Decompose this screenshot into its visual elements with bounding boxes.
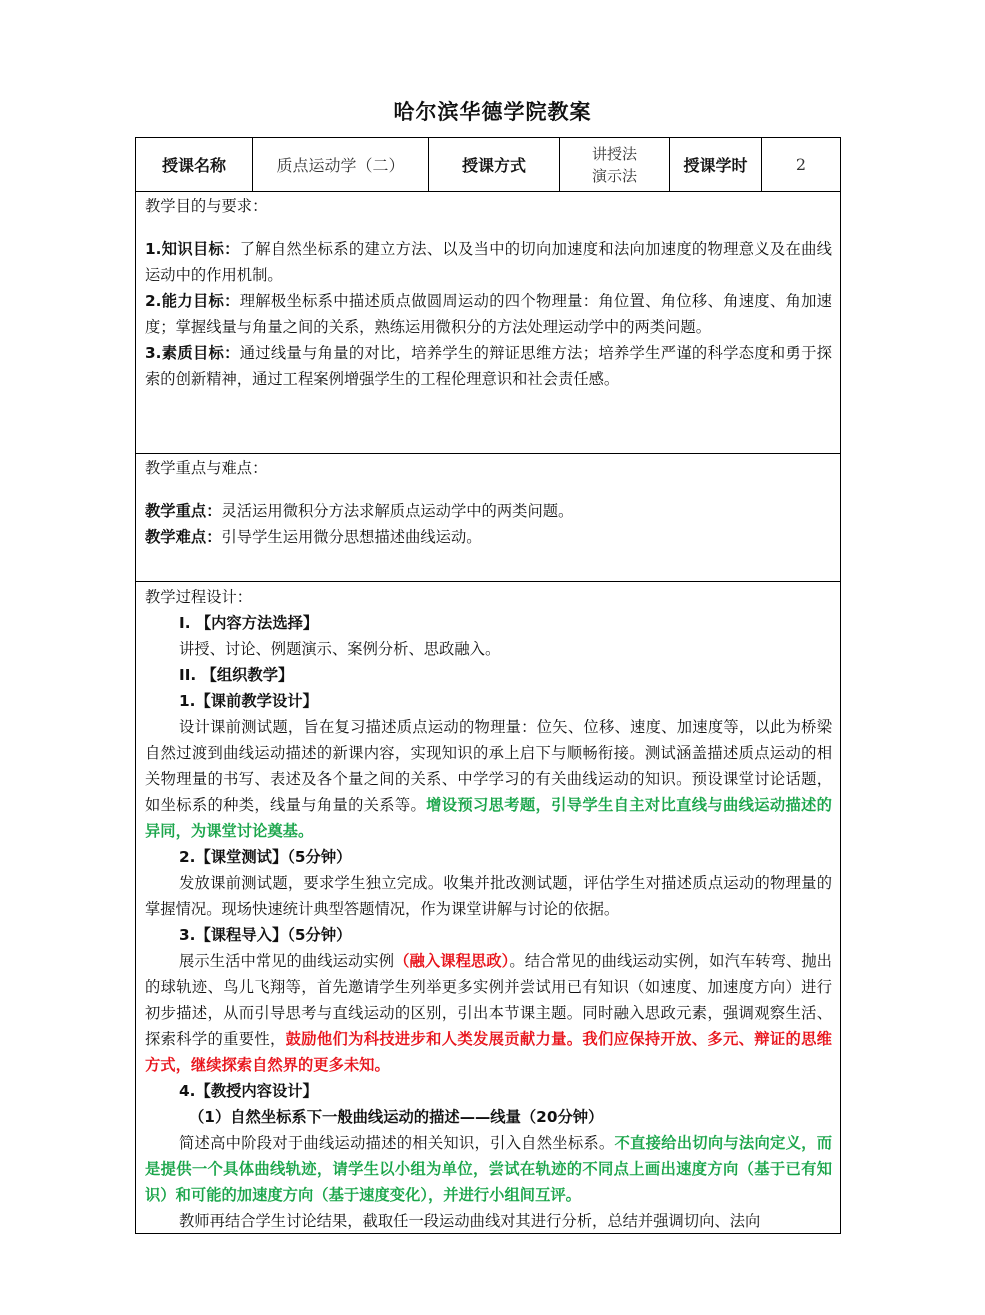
preclass-text: 设计课前测试题，旨在复习描述质点运动的物理量：位矢、位移、速度、加速度等，以此为桥梁自然过渡到曲线运动描述的新课内容，实现知识的承上启下与顺畅衔接。测试涵盖描述质点运动的相关物理量的书写、表述及各个量之间的关系、中学学习的有关曲线运动的知识。预设课堂讨论话题，如坐标系的种类，线量与角量的关系等。 <box>145 718 832 814</box>
intro-highlight: 鼓励他们为科技进步和人类发展贡献力量。我们应保持开放、多元、辩证的思维方式，继续探索自然界的更多未知。 <box>145 1030 832 1074</box>
process-section <box>136 583 840 1233</box>
natural-coords-summary: 教师再结合学生讨论结果，截取任一段运动曲线对其进行分析，总结并强调切向、法向 <box>179 1212 761 1230</box>
class-test-text: 发放课前测试题，要求学生独立完成。收集并批改测试题，评估学生对描述质点运动的物理量的掌握情况。现场快速统计典型答题情况，作为课堂讲解与讨论的依据。 <box>145 874 832 918</box>
intro-text-b: 。结合常见的曲线运动实例，如汽车转弯、抛出的球轨迹、鸟儿飞翔等，首先邀请学生列举更多实例并尝试用已有知识（如速度、加速度方向）进行初步描述，从而引导思考与直线运动的区别，引出本节课主题。同时融入思政元素，强调观察生活、探索科学的重要性， <box>145 952 832 1048</box>
header-row <box>136 138 840 192</box>
focus-label: 教学重点： <box>145 502 222 520</box>
method-value <box>560 138 670 191</box>
knowledge-text: 了解自然坐标系的建立方法、以及当中的切向加速度和法向加速度的物理意义及在曲线运动中的作用机制。 <box>145 240 832 284</box>
natural-coords-paragraph <box>145 1130 832 1208</box>
quality-objective <box>145 340 832 392</box>
intro-title: 3.【课程导入】（5分钟） <box>179 926 352 944</box>
preclass-paragraph <box>145 714 832 844</box>
content-method-title: I. 【内容方法选择】 <box>179 614 319 632</box>
difficulty-line <box>145 524 832 550</box>
preclass-highlight: 增设预习思考题，引导学生自主对比直线与曲线运动描述的异同，为课堂讨论奠基。 <box>145 796 832 840</box>
natural-coords-title: （1）自然坐标系下一般曲线运动的描述——线量（20分钟） <box>189 1108 604 1126</box>
method-value-lecture: 讲授法 <box>591 144 637 163</box>
knowledge-objective <box>145 236 832 288</box>
natural-coords-text: 简述高中阶段对于曲线运动描述的相关知识，引入自然坐标系。 <box>179 1134 615 1152</box>
method-value-demo: 演示法 <box>591 166 637 185</box>
difficulty-label: 教学难点： <box>145 528 222 546</box>
teaching-design-title: 4.【教授内容设计】 <box>179 1082 318 1100</box>
knowledge-label: 1.知识目标： <box>145 240 240 258</box>
method-label: 授课方式 <box>429 138 560 191</box>
ability-objective <box>145 288 832 340</box>
class-test-title: 2.【课堂测试】（5分钟） <box>179 848 352 866</box>
preclass-title: 1.【课前教学设计】 <box>179 692 318 710</box>
keypoints-section <box>136 454 840 582</box>
focus-text: 灵活运用微积分方法求解质点运动学中的两类问题。 <box>221 502 574 520</box>
ability-text: 理解极坐标系中描述质点做圆周运动的四个物理量：角位置、角位移、角速度、角加速度；掌握线量与角量之间的关系，熟练运用微积分的方法处理运动学中的两类问题。 <box>145 292 832 336</box>
course-name-value: 质点运动学（二） <box>253 138 429 191</box>
course-name-label: 授课名称 <box>136 138 253 191</box>
natural-coords-highlight: 不直接给出切向与法向定义，而是提供一个具体曲线轨迹，请学生以小组为单位，尝试在轨迹的不同点上画出速度方向（基于已有知识）和可能的加速度方向（基于速度变化），并进行小组间互评。 <box>145 1134 832 1204</box>
difficulty-text: 引导学生运用微分思想描述曲线运动。 <box>221 528 482 546</box>
content-method-text: 讲授、讨论、例题演示、案例分析、思政融入。 <box>179 640 501 658</box>
lesson-plan-table <box>135 137 841 1234</box>
intro-text-a: 展示生活中常见的曲线运动实例 <box>179 952 395 970</box>
hours-label: 授课学时 <box>670 138 762 191</box>
keypoints-heading: 教学重点与难点： <box>145 459 268 477</box>
quality-text: 通过线量与角量的对比，培养学生的辩证思维方法；培养学生严谨的科学态度和勇于探索的创新精神，通过工程案例增强学生的工程伦理意识和社会责任感。 <box>145 344 832 388</box>
objectives-section <box>136 192 840 454</box>
ability-label: 2.能力目标： <box>145 292 240 310</box>
process-heading: 教学过程设计： <box>145 588 253 606</box>
document-title: 哈尔滨华德学院教案 <box>393 100 592 124</box>
organize-title: II. 【组织教学】 <box>179 666 294 684</box>
intro-ideology-tag: （融入课程思政） <box>394 952 510 970</box>
intro-paragraph <box>145 948 832 1078</box>
objectives-heading: 教学目的与要求： <box>145 197 268 215</box>
hours-value: 2 <box>795 155 807 174</box>
quality-label: 3.素质目标： <box>145 344 240 362</box>
focus-line <box>145 498 832 524</box>
